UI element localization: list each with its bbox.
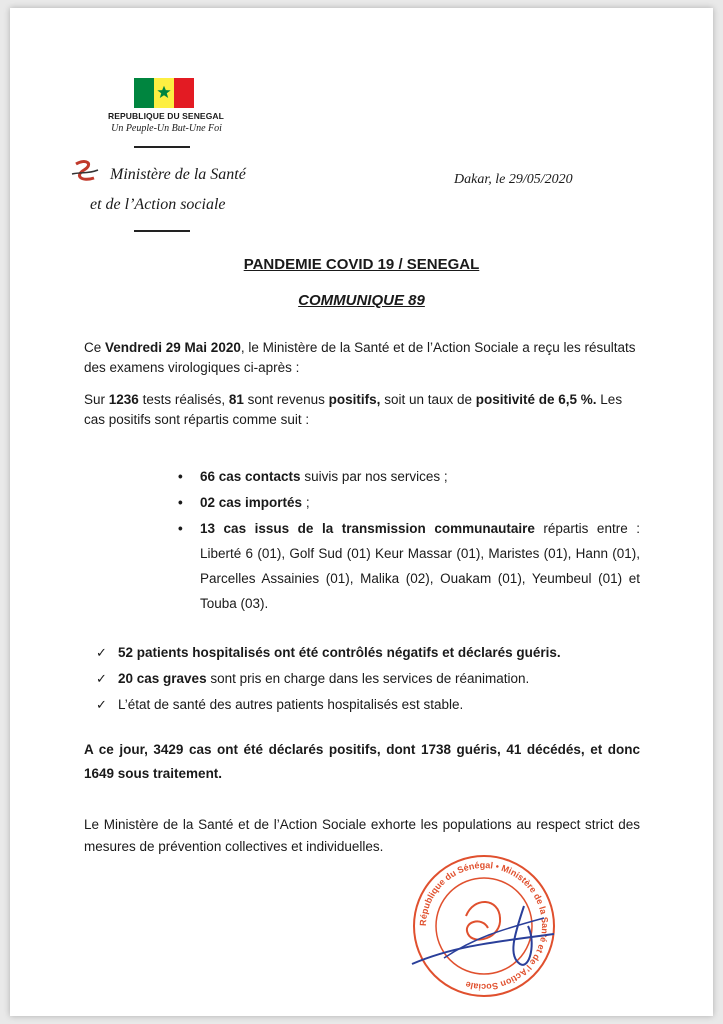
- senegal-flag: [134, 78, 194, 108]
- ministry-name-line1: Ministère de la Santé: [110, 166, 246, 183]
- document-title: PANDEMIE COVID 19 / SENEGAL: [243, 256, 480, 273]
- communique-number: COMMUNIQUE 89: [298, 292, 425, 309]
- list-item: • 66 cas contacts suivis par nos services ;: [200, 464, 640, 489]
- intro-paragraph-2: Sur 1236 tests réalisés, 81 sont revenus positifs, soit un taux de positivité de 6,5 %. Les cas positifs sont répartis comme suit :: [84, 392, 623, 427]
- list-item: ✓ 20 cas graves sont pris en charge dans les services de réanimation.: [118, 666, 658, 691]
- checkmark-icon: ✓: [96, 697, 107, 712]
- date-line: Dakar, le 29/05/2020: [454, 172, 573, 187]
- list-item: • 13 cas issus de la transmission communautaire répartis entre : Liberté 6 (01), Golf Sud (01) Keur Massar (01), Maristes (01), Hann (01), Parcelles Assainies (01), Malika (02), Ouakam (01), Yeumbeul (01) et Touba (03).: [200, 516, 640, 616]
- star-icon: [157, 85, 171, 99]
- summary-paragraph: A ce jour, 3429 cas ont été déclarés positifs, dont 1738 guéris, 41 décédés, et donc 1649 sous traitement.: [84, 742, 640, 781]
- checkmark-icon: ✓: [96, 671, 107, 686]
- republic-label: REPUBLIQUE DU SENEGAL: [108, 111, 224, 121]
- checkmark-icon: ✓: [96, 645, 107, 660]
- intro-paragraph-1: Ce Vendredi 29 Mai 2020, le Ministère de la Santé et de l’Action Sociale a reçu les résultats des examens virologiques ci-après :: [84, 340, 636, 375]
- official-stamp: [404, 846, 564, 1006]
- svg-text:République du Sénégal • Minist: [418, 860, 550, 992]
- list-item: ✓ 52 patients hospitalisés ont été contrôlés négatifs et déclarés guéris.: [118, 640, 658, 665]
- national-motto: Un Peuple-Un But-Une Foi: [111, 123, 222, 134]
- bullet-icon: •: [178, 469, 183, 484]
- divider: [134, 146, 190, 148]
- list-item: • 02 cas importés ;: [200, 490, 640, 515]
- list-item: ✓ L’état de santé des autres patients hospitalisés est stable.: [118, 692, 658, 717]
- divider: [134, 230, 190, 232]
- bullet-icon: •: [178, 495, 183, 510]
- ministry-name-line2: et de l’Action sociale: [90, 196, 226, 213]
- bullet-icon: •: [178, 521, 183, 536]
- stamp-text: République du Sénégal • Ministère de la Santé et de l’Action Sociale: [417, 859, 551, 993]
- closing-paragraph: Le Ministère de la Santé et de l’Action Sociale exhorte les populations au respect strict des mesures de prévention collectives et individuelles.: [84, 817, 640, 854]
- ministry-logo-icon: [70, 158, 100, 186]
- document-page: [10, 8, 713, 1016]
